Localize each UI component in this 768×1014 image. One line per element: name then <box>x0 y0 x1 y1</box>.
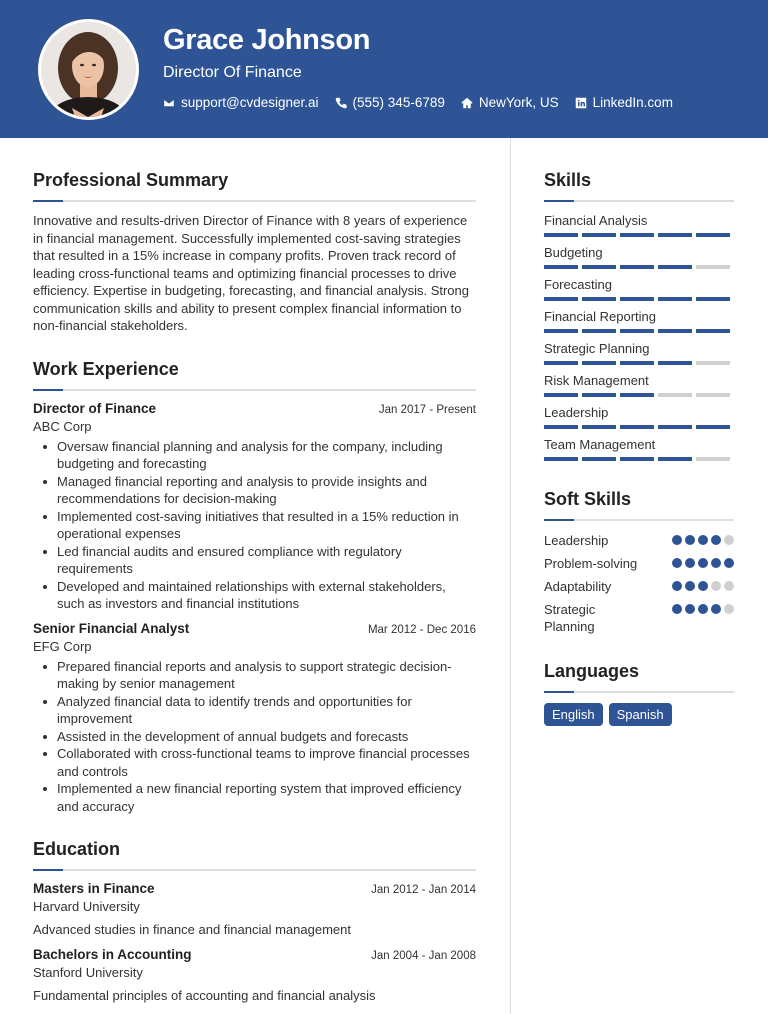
section-rule <box>33 200 476 202</box>
skill-level-segment <box>544 393 578 397</box>
section-rule <box>544 691 734 693</box>
rating-dot <box>711 604 721 614</box>
rating-dot <box>672 558 682 568</box>
skill-name: Team Management <box>544 437 656 452</box>
skill-level-bar <box>544 425 734 429</box>
skill-item <box>544 373 734 397</box>
rating-dot <box>672 604 682 614</box>
list-item: Implemented a new financial reporting system that improved efficiency and accuracy <box>33 780 476 815</box>
degree-name: Masters in Finance <box>33 881 155 896</box>
skill-level-segment <box>658 457 692 461</box>
skill-level-bar <box>544 393 734 397</box>
degree-name: Bachelors in Accounting <box>33 947 192 962</box>
skill-level-segment <box>658 297 692 301</box>
summary-text: Innovative and results-driven Director of Finance with 8 years of experience in financial management. Successfully implemented cost-saving strategies that resulted in a 15% increase in company profits. Proven track record of leading cross-functional teams and optimizing financial processes to drive efficiency. Expertise in budgeting, forecasting, and financial analysis. Strong communication skills and ability to present complex financial information to non-financial stakeholders. <box>33 213 469 333</box>
column-divider <box>510 138 511 1014</box>
languages-section <box>544 661 734 726</box>
soft-skill-item <box>544 555 734 572</box>
soft-skill-rating <box>672 558 734 568</box>
skill-level-segment <box>696 329 730 333</box>
rating-dot <box>685 535 695 545</box>
skill-name: Strategic Planning <box>544 341 650 356</box>
skill-level-segment <box>620 425 654 429</box>
email-text: support@cvdesigner.ai <box>181 95 319 110</box>
soft-skill-name: Adaptability <box>544 579 612 594</box>
section-title: Work Experience <box>33 358 179 379</box>
skill-level-segment <box>582 361 616 365</box>
list-item: Implemented cost-saving initiatives that resulted in a 15% reduction in operational expenses <box>33 508 476 543</box>
skill-level-segment <box>696 425 730 429</box>
skill-level-segment <box>696 265 730 269</box>
contact-list <box>163 95 673 110</box>
skill-level-bar <box>544 329 734 333</box>
rating-dot <box>698 558 708 568</box>
job-dates: Jan 2017 - Present <box>378 403 476 416</box>
section-rule <box>544 519 734 521</box>
profile-photo <box>38 19 139 120</box>
education-entry <box>33 881 476 937</box>
skill-level-bar <box>544 361 734 365</box>
skill-level-segment <box>658 329 692 333</box>
skill-level-segment <box>544 361 578 365</box>
rating-dot <box>724 535 734 545</box>
section-rule <box>33 389 476 391</box>
section-title: Soft Skills <box>544 489 632 509</box>
skill-name: Budgeting <box>544 245 603 260</box>
soft-skill-name: Strategic Planning <box>544 602 596 634</box>
soft-skill-rating <box>672 535 734 545</box>
phone-text: (555) 345-6789 <box>352 95 445 110</box>
section-title: Skills <box>544 170 592 190</box>
person-name: Grace Johnson <box>163 24 371 56</box>
skill-level-segment <box>544 233 578 237</box>
rating-dot <box>685 558 695 568</box>
skill-level-segment <box>544 297 578 301</box>
job-company: ABC Corp <box>33 418 92 434</box>
skill-level-segment <box>658 361 692 365</box>
job-dates: Mar 2012 - Dec 2016 <box>367 623 476 636</box>
phone-icon <box>335 97 347 109</box>
rating-dot <box>724 558 734 568</box>
skill-level-segment <box>544 265 578 269</box>
linkedin-text: LinkedIn.com <box>592 95 673 110</box>
rating-dot <box>685 604 695 614</box>
skill-level-segment <box>582 297 616 301</box>
contact-email[interactable] <box>163 95 319 110</box>
section-title: Education <box>33 839 121 859</box>
contact-phone[interactable] <box>335 95 445 110</box>
list-item: Prepared financial reports and analysis to support strategic decision-making by senior management <box>33 658 476 693</box>
skills-list <box>544 213 734 461</box>
rating-dot <box>672 581 682 591</box>
skill-item <box>544 277 734 301</box>
job-entry <box>33 621 476 816</box>
rating-dot <box>698 535 708 545</box>
skill-level-segment <box>544 329 578 333</box>
skill-level-segment <box>696 457 730 461</box>
rating-dot <box>698 581 708 591</box>
skill-level-bar <box>544 233 734 237</box>
home-icon <box>461 97 473 109</box>
skill-item <box>544 341 734 365</box>
skill-level-segment <box>620 457 654 461</box>
education-dates: Jan 2004 - Jan 2008 <box>371 950 476 962</box>
education-description: Fundamental principles of accounting and financial analysis <box>33 988 376 1003</box>
skill-name: Financial Analysis <box>544 213 648 228</box>
skill-level-segment <box>658 265 692 269</box>
main-column <box>33 170 476 1003</box>
rating-dot <box>711 581 721 591</box>
skill-name: Leadership <box>544 405 609 420</box>
language-tag: Spanish <box>609 703 672 726</box>
skill-item <box>544 245 734 269</box>
job-company: EFG Corp <box>33 638 92 654</box>
language-list <box>544 703 734 726</box>
soft-skill-item <box>544 578 734 595</box>
rating-dot <box>672 535 682 545</box>
list-item: Collaborated with cross-functional teams to improve financial processes and controls <box>33 745 476 780</box>
education-description: Advanced studies in finance and financial management <box>33 922 351 937</box>
envelope-icon <box>163 97 175 109</box>
skill-level-bar <box>544 297 734 301</box>
list-item: Developed and maintained relationships with external stakeholders, such as investors and financial institutions <box>33 578 476 613</box>
skill-level-segment <box>620 265 654 269</box>
skill-level-segment <box>696 297 730 301</box>
skill-level-segment <box>620 329 654 333</box>
experience-section <box>33 359 476 816</box>
list-item: Led financial audits and ensured compliance with regulatory requirements <box>33 543 476 578</box>
contact-linkedin[interactable] <box>575 95 673 110</box>
skill-level-segment <box>696 393 730 397</box>
skill-level-segment <box>582 393 616 397</box>
soft-skills-section <box>544 489 734 635</box>
skill-item <box>544 405 734 429</box>
rating-dot <box>724 604 734 614</box>
resume-header <box>0 0 768 138</box>
job-entry <box>33 401 476 613</box>
skill-level-segment <box>544 457 578 461</box>
skill-item <box>544 309 734 333</box>
rating-dot <box>685 581 695 591</box>
section-rule <box>544 200 734 202</box>
skill-level-segment <box>658 393 692 397</box>
skill-level-segment <box>658 425 692 429</box>
skill-name: Risk Management <box>544 373 649 388</box>
skill-name: Forecasting <box>544 277 612 292</box>
avatar <box>41 22 136 117</box>
education-dates: Jan 2012 - Jan 2014 <box>371 884 476 896</box>
skill-level-segment <box>582 233 616 237</box>
linkedin-icon <box>575 97 587 109</box>
education-entry <box>33 947 476 1003</box>
skill-level-segment <box>696 233 730 237</box>
skill-level-segment <box>582 265 616 269</box>
skill-name: Financial Reporting <box>544 309 657 324</box>
school-name: Stanford University <box>33 965 143 980</box>
location-text: NewYork, US <box>478 95 559 110</box>
skill-level-segment <box>544 425 578 429</box>
contact-location <box>461 95 559 110</box>
skills-section <box>544 170 734 461</box>
skill-level-segment <box>582 425 616 429</box>
skill-level-segment <box>620 393 654 397</box>
language-tag: English <box>544 703 603 726</box>
skill-level-segment <box>620 233 654 237</box>
soft-skill-rating <box>672 581 734 591</box>
rating-dot <box>711 558 721 568</box>
education-section <box>33 839 476 1003</box>
skill-level-segment <box>658 233 692 237</box>
job-bullets <box>33 658 476 816</box>
soft-skill-item <box>544 532 734 549</box>
skill-level-bar <box>544 457 734 461</box>
skill-item <box>544 437 734 461</box>
rating-dot <box>711 535 721 545</box>
skill-item <box>544 213 734 237</box>
list-item: Analyzed financial data to identify trends and opportunities for improvement <box>33 693 476 728</box>
soft-skill-name: Leadership <box>544 533 609 548</box>
soft-skill-rating <box>672 604 734 614</box>
job-title: Director Of Finance <box>163 64 302 81</box>
rating-dot <box>698 604 708 614</box>
soft-skills-list <box>544 532 734 635</box>
rating-dot <box>724 581 734 591</box>
job-position: Director of Finance <box>33 400 157 416</box>
summary-section <box>33 170 476 335</box>
job-position: Senior Financial Analyst <box>33 620 190 636</box>
skill-level-segment <box>620 361 654 365</box>
list-item: Oversaw financial planning and analysis for the company, including budgeting and forecasting <box>33 438 476 473</box>
sidebar-column <box>544 170 734 726</box>
soft-skill-name: Problem-solving <box>544 556 638 571</box>
soft-skill-item <box>544 601 734 635</box>
school-name: Harvard University <box>33 899 140 914</box>
skill-level-segment <box>582 329 616 333</box>
skill-level-segment <box>696 361 730 365</box>
job-bullets <box>33 438 476 613</box>
list-item: Managed financial reporting and analysis to provide insights and recommendations for decision-making <box>33 473 476 508</box>
section-title: Languages <box>544 661 640 681</box>
skill-level-segment <box>582 457 616 461</box>
skill-level-bar <box>544 265 734 269</box>
list-item: Assisted in the development of annual budgets and forecasts <box>33 728 476 746</box>
section-rule <box>33 869 476 871</box>
skill-level-segment <box>620 297 654 301</box>
section-title: Professional Summary <box>33 170 229 190</box>
